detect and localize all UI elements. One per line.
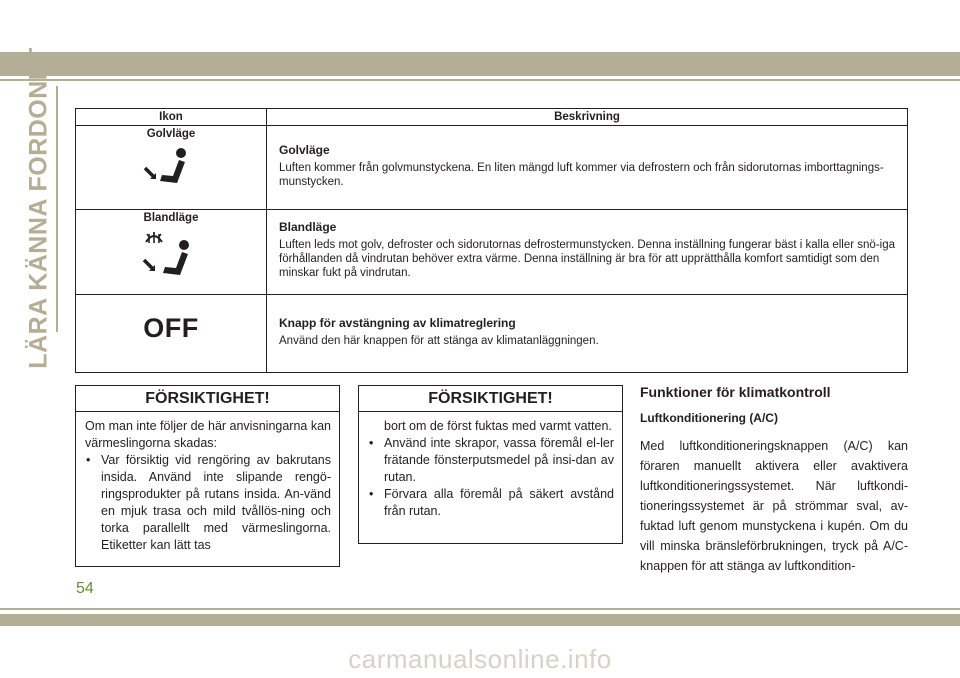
section-tab: LÄRA KÄNNA FORDONET [24,47,53,369]
icon-cell [76,210,267,295]
floor-mode-icon [141,146,201,196]
description-cell [267,126,908,210]
row-title: Knapp för avstängning av klimatreglering [279,315,516,330]
climate-functions-section [640,384,908,576]
icon-cell [76,295,267,373]
watermark: carmanualsonline.info [348,644,612,674]
off-button-icon: OFF [143,313,199,343]
icon-label: Golvläge [146,128,196,140]
table-row [76,126,908,210]
header-band [0,52,960,76]
table-header-row [76,109,908,126]
list-item: • Var försiktig vid rengöring av bakrutans insida. Använd inte slipande rengö-ringsprodukter på rutans insida. An-vänd en mjuk trasa och mild tvållös-ning och torka parallellt med värmeslingorna. Etiketter kan lätt tas [86,453,331,552]
icon-description-table [75,108,908,373]
caution-intro: Om man inte följer de här anvisningarna kan värmeslingorna skadas: [85,419,331,450]
caution-body [76,412,339,554]
footer-band [0,614,960,626]
row-text: Använd den här knappen för att stänga av klimatanläggningen. [279,334,599,347]
caution-continuation: bort om de först fuktas med varmt vatten. [384,419,612,433]
column-header-description: Beskrivning [267,109,908,126]
mix-mode-icon [138,228,204,284]
column-header-icon: Ikon [76,109,267,126]
description-cell [267,295,908,373]
page-number: 54 [76,580,94,597]
row-text: Luften leds mot golv, defroster och sidorutornas defrostermunstycken. Denna inställning fungerar bäst i kalla eller snö-iga förhållanden då vindrutan behöver extra värme. Denna inställning är bra för att upprätthålla komfort samtidigt som den minskar fukt på vindrutan. [279,239,896,279]
header-rule [0,79,960,81]
icon-cell [76,126,267,210]
caution-box-1 [75,385,340,567]
row-title: Golvläge [279,142,330,157]
footer-rule [0,608,960,610]
list-item: • Använd inte skrapor, vassa föremål el-ler frätande fönsterputsmedel på insi-dan av rutan. [369,436,614,484]
row-title: Blandläge [279,220,337,234]
row-text: Luften kommer från golvmunstyckena. En liten mängd luft kommer via defrostern och från sidorutornas imborttagnings-munstycken. [279,161,884,188]
section-body: Med luftkonditioneringsknappen (A/C) kan föraren manuellt aktivera eller avaktivera luftkonditioneringssystemet. När luftkondi-tioneringssystemet är på strömmar sval, av-fuktad luft genom munstyckena i kupén. Om du vill minska bränsleförbrukningen, tryck på A/C-knappen för att stänga av luftkondition- [640,439,908,573]
icon-label: Blandläge [143,212,199,224]
caution-body [359,412,622,520]
description-cell [267,210,908,295]
table-row [76,210,908,295]
section-subheading: Luftkonditionering (A/C) [640,411,778,425]
section-tab-rule [56,86,58,332]
caution-title: FÖRSIKTIGHET! [359,386,622,412]
caution-title: FÖRSIKTIGHET! [76,386,339,412]
table-row [76,295,908,373]
section-heading: Funktioner för klimatkontroll [640,384,831,400]
list-item: • Förvara alla föremål på säkert avstånd från rutan. [369,487,614,518]
caution-box-2 [358,385,623,544]
